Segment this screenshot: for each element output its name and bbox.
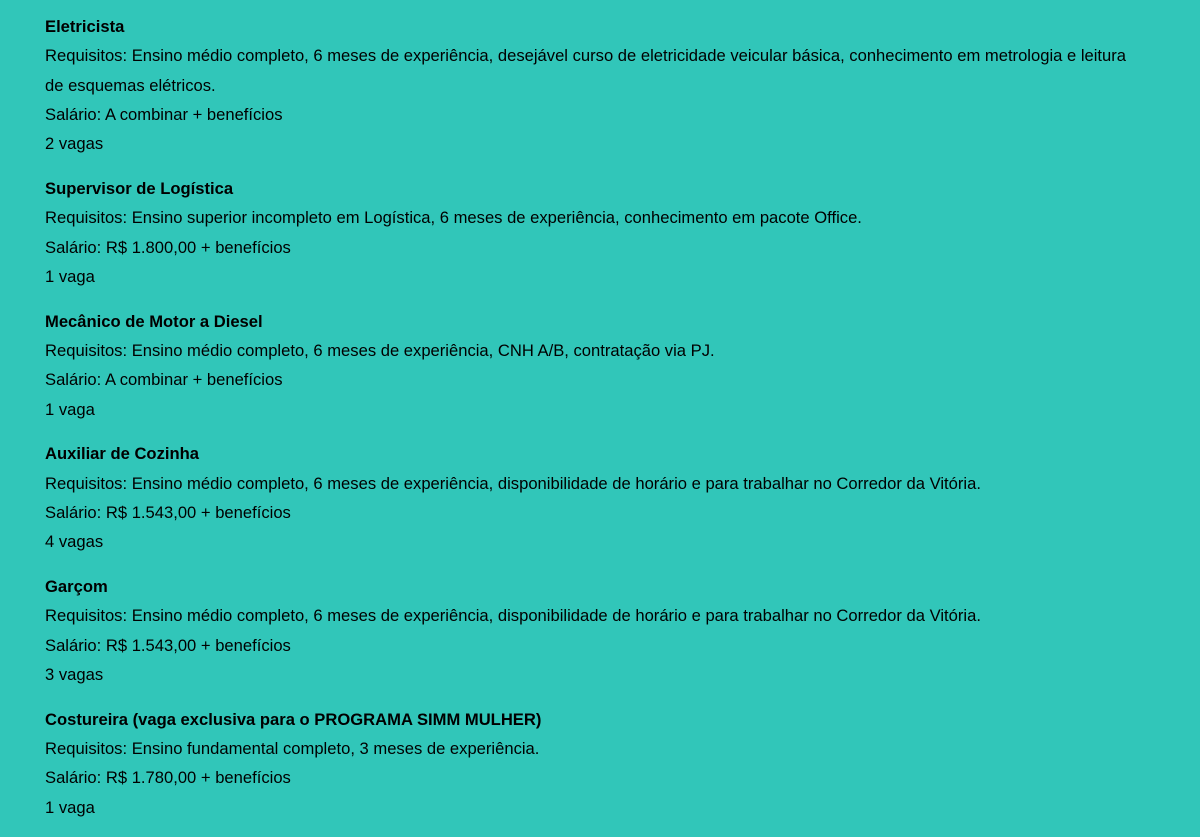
job-requirements: Requisitos: Ensino médio completo, 6 meses de experiência, disponibilidade de horário e para trabalhar no Corredor da Vitória. bbox=[45, 606, 981, 626]
job-listing-auxiliar-de-cozinha bbox=[45, 439, 1145, 556]
job-salary: Salário: A combinar + benefícios bbox=[45, 370, 283, 390]
job-title: Supervisor de Logística bbox=[45, 178, 234, 198]
job-title: Costureira (vaga exclusiva para o PROGRAMA SIMM MULHER) bbox=[45, 709, 542, 729]
job-listings bbox=[45, 12, 1145, 837]
job-requirements: Requisitos: Ensino médio completo, 6 meses de experiência, disponibilidade de horário e para trabalhar no Corredor da Vitória. bbox=[45, 473, 981, 493]
job-openings: 1 vaga bbox=[45, 266, 95, 286]
job-openings: 4 vagas bbox=[45, 532, 104, 552]
job-openings: 1 vaga bbox=[45, 399, 95, 419]
job-listing-supervisor-de-logistica bbox=[45, 174, 1145, 291]
job-listing-costureira bbox=[45, 705, 1145, 822]
job-salary: Salário: R$ 1.543,00 + benefícios bbox=[45, 635, 291, 655]
job-title: Mecânico de Motor a Diesel bbox=[45, 311, 263, 331]
job-listing-garcom bbox=[45, 572, 1145, 689]
job-title: Eletricista bbox=[45, 17, 125, 36]
job-salary: Salário: R$ 1.800,00 + benefícios bbox=[45, 237, 291, 257]
job-openings: 1 vaga bbox=[45, 797, 95, 817]
job-listing-eletricista bbox=[45, 12, 1145, 158]
job-title: Auxiliar de Cozinha bbox=[45, 444, 199, 464]
job-salary: Salário: R$ 1.543,00 + benefícios bbox=[45, 502, 291, 522]
job-salary: Salário: A combinar + benefícios bbox=[45, 104, 283, 124]
job-requirements: Requisitos: Ensino médio completo, 6 meses de experiência, CNH A/B, contratação via PJ. bbox=[45, 340, 715, 360]
job-title: Garçom bbox=[45, 577, 108, 597]
job-openings: 2 vagas bbox=[45, 134, 104, 154]
job-salary: Salário: R$ 1.780,00 + benefícios bbox=[45, 768, 291, 788]
job-requirements: Requisitos: Ensino médio completo, 6 meses de experiência, desejável curso de eletricidade veicular básica, conhecimento em metrologia e leitura de esquemas elétricos. bbox=[45, 46, 1127, 95]
job-requirements: Requisitos: Ensino superior incompleto em Logística, 6 meses de experiência, conhecimento em pacote Office. bbox=[45, 208, 862, 228]
job-listing-mecanico-de-motor-a-diesel bbox=[45, 307, 1145, 424]
job-openings: 3 vagas bbox=[45, 664, 104, 684]
job-requirements: Requisitos: Ensino fundamental completo, 3 meses de experiência. bbox=[45, 739, 540, 759]
